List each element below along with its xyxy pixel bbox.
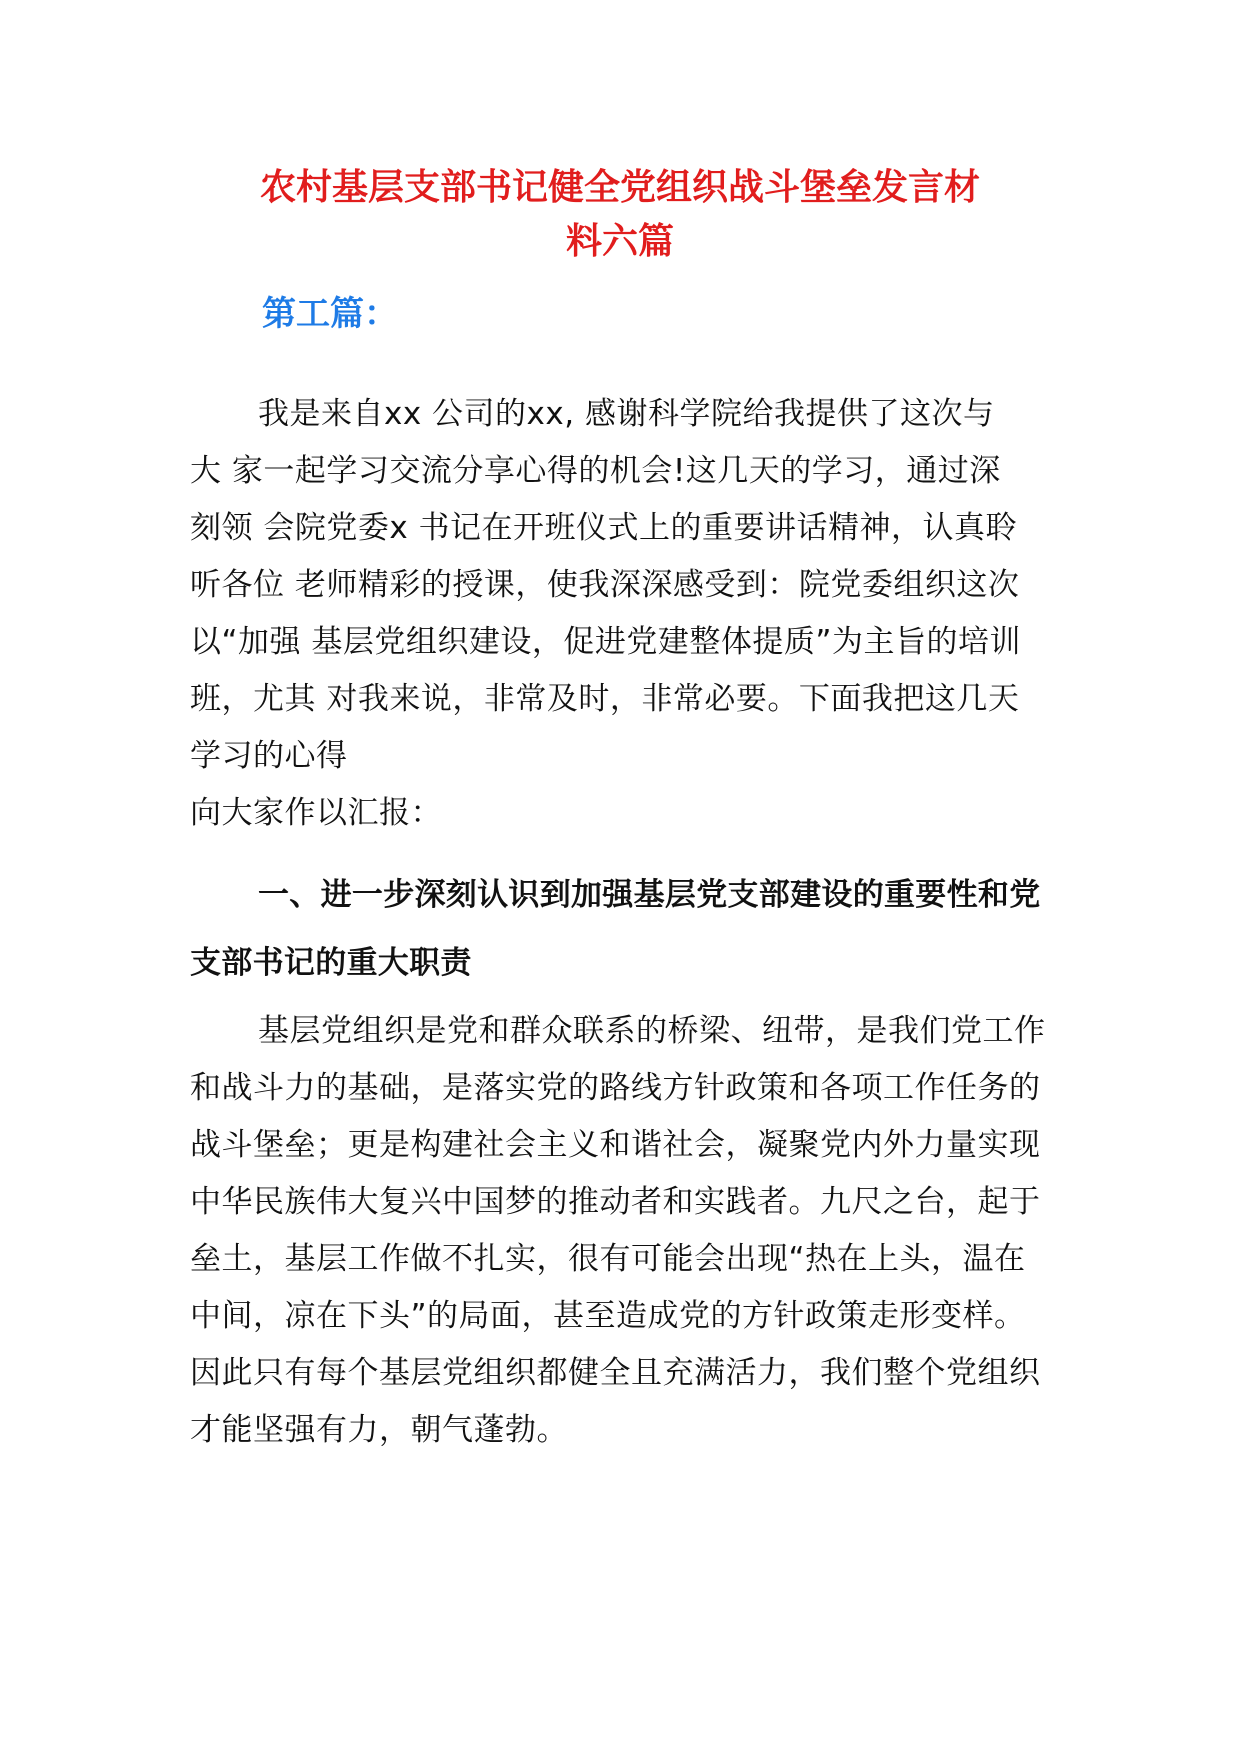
paragraph-line: 以“加强 基层党组织建设，促进党建整体提质”为主旨的培训 — [190, 624, 1021, 660]
paragraph-line: 和战斗力的基础，是落实党的路线方针政策和各项工作任务的 — [190, 1070, 1041, 1106]
section-heading — [190, 861, 1050, 997]
section-heading-line: 一、进一步深刻认识到加强基层党支部建设的重要性和党 — [258, 877, 1041, 913]
section-heading-line: 支部书记的重大职责 — [190, 945, 472, 981]
paragraph-line: 听各位 老师精彩的授课，使我深深感受到：院党委组织这次 — [190, 567, 1020, 603]
paragraph-line: 向大家作以汇报： — [190, 795, 442, 831]
chapter-subheading: 第工篇： — [262, 294, 398, 334]
paragraph-line: 学习的心得 — [190, 738, 348, 774]
document-title — [200, 160, 1040, 268]
title-line: 农村基层支部书记健全党组织战斗堡垒发言材 — [259, 166, 980, 208]
body-paragraph — [190, 1003, 1050, 1459]
paragraph-line: 因此只有每个基层党组织都健全且充满活力，我们整个党组织 — [190, 1355, 1041, 1391]
intro-paragraph — [190, 386, 1050, 842]
paragraph-line: 中间，凉在下头”的局面，甚至造成党的方针政策走形变样。 — [190, 1298, 1026, 1334]
paragraph-line: 战斗堡垒；更是构建社会主义和谐社会，凝聚党内外力量实现 — [190, 1127, 1041, 1163]
paragraph-line: 才能坚强有力，朝气蓬勃。 — [190, 1412, 568, 1448]
paragraph-line: 刻领 会院党委x 书记在开班仪式上的重要讲话精神，认真聆 — [190, 510, 1018, 546]
paragraph-line: 大 家一起学习交流分享心得的机会!这几天的学习，通过深 — [190, 453, 1001, 489]
paragraph-line: 中华民族伟大复兴中国梦的推动者和实践者。九尺之台，起于 — [190, 1184, 1041, 1220]
paragraph-line: 垒土，基层工作做不扎实，很有可能会出现“热在上头，温在 — [190, 1241, 1026, 1277]
title-line: 料六篇 — [565, 220, 674, 262]
paragraph-line: 班，尤其 对我来说，非常及时，非常必要。下面我把这几天 — [190, 681, 1020, 717]
paragraph-line: 基层党组织是党和群众联系的桥梁、纽带，是我们党工作 — [258, 1013, 1046, 1049]
paragraph-line: 我是来自xx 公司的xx, 感谢科学院给我提供了这次与 — [258, 396, 995, 432]
